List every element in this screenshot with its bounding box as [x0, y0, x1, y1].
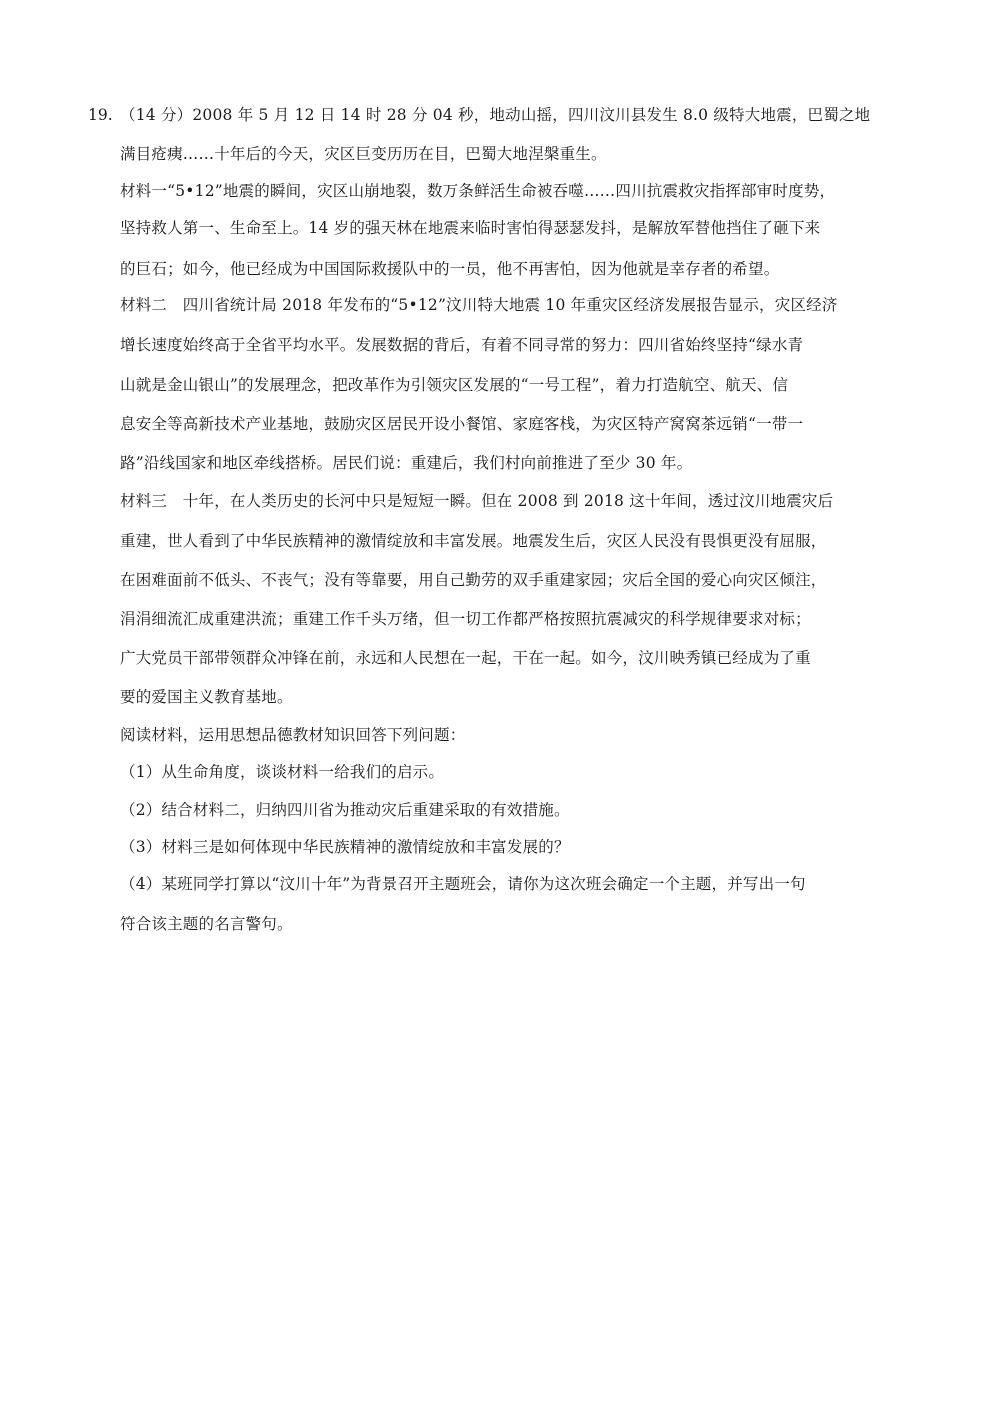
material-three-line-4: 涓涓细流汇成重建洪流；重建工作千头万绪，但一切工作都严格按照抗震减灾的科学规律要求对标；: [120, 610, 811, 628]
sub-question-4-line-2: 符合该主题的名言警句。: [120, 915, 293, 933]
question-intro-line-1: （14 分）2008 年 5 月 12 日 14 时 28 分 04 秒，地动山摇，四川汶川县发生 8.0 级特大地震，巴蜀之地: [120, 106, 871, 124]
material-one-line-3: 的巨石；如今，他已经成为中国国际救援队中的一员，他不再害怕，因为他就是幸存者的希望。: [120, 260, 780, 278]
material-two-line-5: 路”沿线国家和地区牵线搭桥。居民们说：重建后，我们村向前推进了至少 30 年。: [120, 454, 693, 472]
material-three-line-6: 要的爱国主义教育基地。: [120, 688, 293, 706]
material-three-line-5: 广大党员干部带领群众冲锋在前，永远和人民想在一起，干在一起。如今，汶川映秀镇已经成为了重: [120, 649, 811, 667]
sub-question-2: （2）结合材料二，归纳四川省为推动灾后重建采取的有效措施。: [120, 801, 570, 819]
material-one-line-1: 材料一“5•12”地震的瞬间，灾区山崩地裂，数万条鲜活生命被吞噬……四川抗震救灾指挥部审时度势，: [120, 182, 836, 200]
question-number: 19.: [88, 106, 113, 124]
material-three-line-1: 材料三 十年，在人类历史的长河中只是短短一瞬。但在 2008 到 2018 这十年间，透过汶川地震灾后: [120, 492, 834, 510]
sub-question-3: （3）材料三是如何体现中华民族精神的激情绽放和丰富发展的？: [120, 838, 570, 856]
question-intro-line-2: 满目疮痍……十年后的今天，灾区巨变历历在目，巴蜀大地涅槃重生。: [120, 145, 607, 163]
sub-question-1: （1）从生命角度，谈谈材料一给我们的启示。: [120, 763, 445, 781]
material-three-line-2: 重建，世人看到了中华民族精神的激情绽放和丰富发展。地震发生后，灾区人民没有畏惧更没有屈服，: [120, 532, 827, 550]
material-two-line-2: 增长速度始终高于全省平均水平。发展数据的背后，有着不同寻常的努力：四川省始终坚持“绿水青: [120, 336, 804, 354]
material-three-line-3: 在困难面前不低头、不丧气；没有等靠要，用自己勤劳的双手重建家园；灾后全国的爱心向灾区倾注，: [120, 571, 827, 589]
sub-question-4-line-1: （4）某班同学打算以“汶川十年”为背景召开主题班会，请你为这次班会确定一个主题，并写出一句: [120, 875, 806, 893]
material-two-line-1: 材料二 四川省统计局 2018 年发布的“5•12”汶川特大地震 10 年重灾区经济发展报告显示，灾区经济: [120, 296, 838, 314]
material-two-line-4: 息安全等高新技术产业基地，鼓励灾区居民开设小餐馆、家庭客栈，为灾区特产窝窝茶远销“一带一: [120, 415, 804, 433]
material-one-line-2: 坚持救人第一、生命至上。14 岁的强天林在地震来临时害怕得瑟瑟发抖，是解放军替他挡住了砸下来: [120, 219, 821, 237]
instruction-text: 阅读材料，运用思想品德教材知识回答下列问题：: [120, 726, 466, 744]
material-two-line-3: 山就是金山银山”的发展理念，把改革作为引领灾区发展的“一号工程”，着力打造航空、航天、信: [120, 376, 789, 394]
